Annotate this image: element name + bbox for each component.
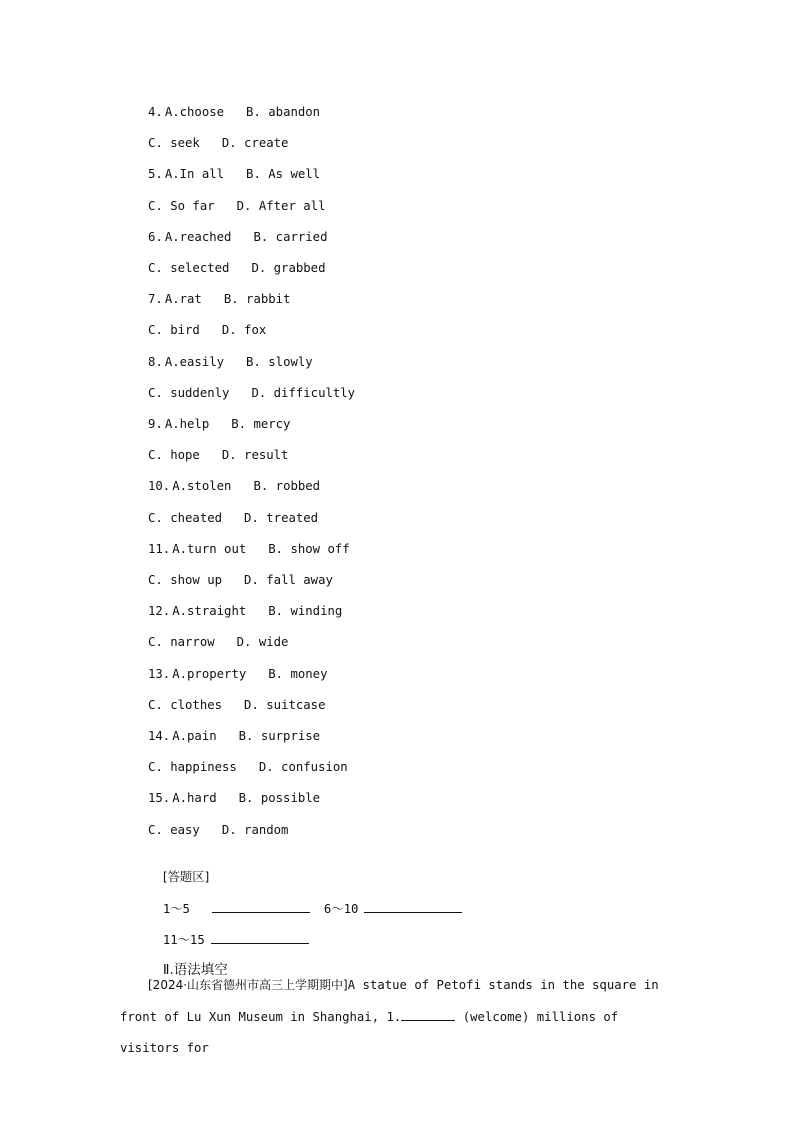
question-line-cd (148, 322, 288, 338)
question-line-cd (148, 572, 355, 588)
option-c[interactable]: C. narrow (148, 635, 215, 650)
option-a[interactable]: A.property (172, 666, 247, 681)
answer-area-heading (148, 853, 209, 885)
option-b[interactable]: B. abandon (246, 105, 321, 119)
passage-blank-1[interactable] (401, 1008, 455, 1021)
option-b[interactable]: B. carried (253, 229, 328, 244)
question-number: 9. (148, 417, 163, 431)
option-c[interactable]: C. suddenly (148, 385, 230, 400)
option-a[interactable]: A.straight (172, 604, 247, 619)
option-a[interactable]: A.rat (164, 292, 202, 307)
option-d[interactable]: D. random (221, 822, 289, 837)
question-line-ab (148, 728, 342, 744)
question-number: 10. (148, 479, 171, 494)
option-d[interactable]: D. result (221, 448, 289, 463)
question-number: 4. (148, 105, 163, 119)
option-b[interactable]: B. winding (268, 604, 343, 619)
option-a[interactable]: A.hard (172, 791, 217, 806)
answer-range-11-15: 11～15 (162, 933, 205, 947)
option-b[interactable]: B. As well (246, 167, 321, 182)
option-a[interactable]: A.reached (164, 229, 232, 244)
question-number: 8. (148, 354, 163, 369)
option-b[interactable]: B. slowly (246, 354, 313, 369)
passage-source: [2024·山东省德州市高三上学期期中] (148, 978, 348, 992)
question-number: 13. (148, 666, 171, 681)
option-d[interactable]: D. treated (244, 510, 319, 525)
question-line-ab (148, 104, 342, 120)
question-line-ab (148, 354, 335, 370)
option-a[interactable]: A.pain (172, 729, 217, 743)
option-c[interactable]: C. bird (148, 323, 200, 338)
option-b[interactable]: B. mercy (231, 417, 291, 431)
option-a[interactable]: A.In all (164, 167, 225, 182)
question-line-ab (148, 416, 312, 432)
option-c[interactable]: C. hope (148, 448, 200, 463)
option-a[interactable]: A.help (164, 417, 210, 431)
question-line-cd (148, 447, 310, 463)
question-line-cd (148, 759, 370, 775)
question-line-ab (148, 666, 350, 682)
question-line-cd (148, 697, 347, 713)
option-d[interactable]: D. suitcase (244, 697, 326, 712)
question-line-cd (148, 634, 310, 650)
passage (120, 970, 680, 1065)
question-line-cd (148, 135, 310, 151)
question-number: 12. (148, 604, 171, 619)
question-line-cd (148, 198, 347, 214)
option-d[interactable]: D. difficultly (251, 385, 356, 400)
passage-text-2: (welcome) millions of visitors for (120, 1009, 619, 1055)
question-line-ab (148, 790, 342, 806)
option-d[interactable]: D. After all (236, 198, 326, 213)
answer-area-heading-text: [答题区] (162, 870, 210, 884)
option-b[interactable]: B. show off (268, 541, 350, 556)
question-line-ab (148, 478, 342, 494)
option-a[interactable]: A.choose (164, 105, 225, 119)
option-c[interactable]: C. cheated (148, 510, 223, 525)
question-line-cd (148, 385, 377, 401)
option-d[interactable]: D. fall away (244, 573, 333, 587)
question-number: 6. (148, 229, 163, 244)
answer-row-2 (148, 915, 309, 948)
question-number: 5. (148, 167, 163, 182)
question-line-ab (148, 603, 364, 619)
answer-range-1-5: 1～5 (162, 902, 190, 916)
option-b[interactable]: B. possible (238, 791, 321, 806)
question-line-cd (148, 510, 340, 526)
option-c[interactable]: C. seek (148, 136, 200, 151)
question-line-ab (148, 229, 350, 245)
question-line-ab (148, 541, 372, 557)
question-line-ab (148, 291, 312, 307)
answer-row-1 (148, 884, 462, 917)
option-b[interactable]: B. money (268, 666, 328, 681)
option-d[interactable]: D. create (221, 136, 289, 151)
option-c[interactable]: C. So far (148, 198, 215, 213)
option-c[interactable]: C. clothes (148, 697, 223, 712)
option-c[interactable]: C. easy (148, 822, 200, 837)
option-d[interactable]: D. wide (236, 635, 289, 650)
option-d[interactable]: D. grabbed (251, 261, 326, 275)
question-line-cd (148, 822, 310, 838)
option-b[interactable]: B. robbed (253, 479, 321, 494)
answer-range-6-10: 6～10 (323, 902, 359, 916)
question-number: 14. (148, 729, 171, 743)
option-a[interactable]: A.turn out (172, 541, 247, 556)
option-c[interactable]: C. happiness (148, 760, 237, 775)
option-c[interactable]: C. show up (148, 573, 223, 587)
option-b[interactable]: B. rabbit (223, 292, 291, 307)
answer-blank-6-10[interactable] (364, 900, 462, 913)
question-line-cd (148, 260, 347, 276)
option-a[interactable]: A.easily (164, 354, 225, 369)
question-number: 11. (148, 541, 171, 556)
option-a[interactable]: A.stolen (172, 479, 232, 494)
option-b[interactable]: B. surprise (238, 729, 321, 743)
question-number: 15. (148, 791, 171, 806)
answer-blank-11-15[interactable] (211, 931, 309, 944)
section-title: Ⅱ.语法填空 (162, 962, 228, 978)
passage-text-1: A statue of Petofi stands in the square in front of Lu Xun Museum in Shanghai, 1. (120, 978, 659, 1024)
option-d[interactable]: D. fox (221, 323, 267, 338)
question-number: 7. (148, 292, 163, 307)
option-c[interactable]: C. selected (148, 261, 230, 275)
question-line-ab (148, 166, 342, 182)
option-d[interactable]: D. confusion (258, 760, 348, 775)
answer-blank-1-5[interactable] (212, 900, 310, 913)
